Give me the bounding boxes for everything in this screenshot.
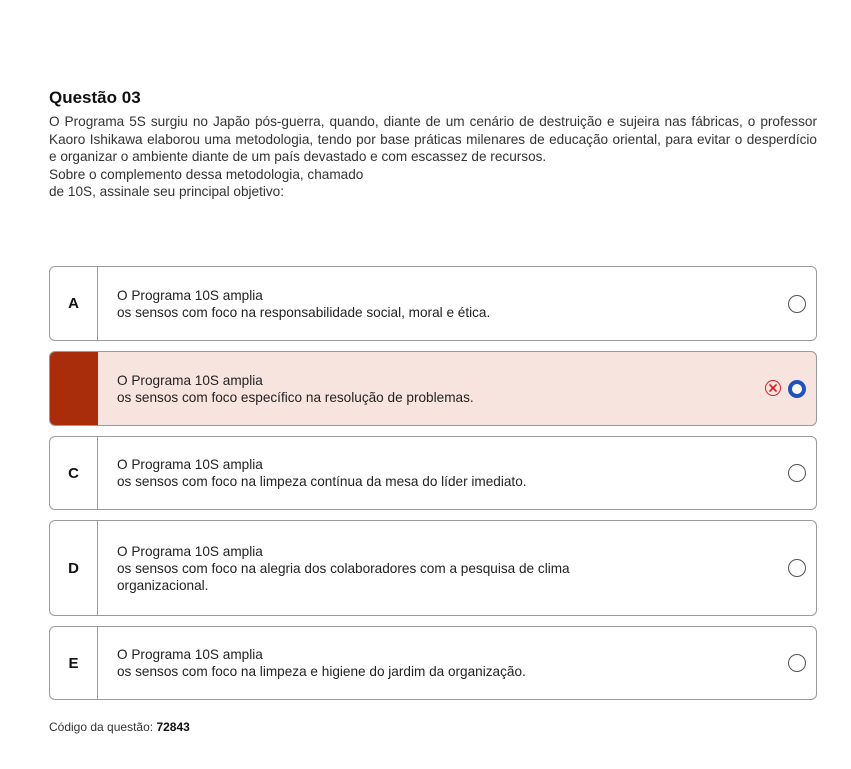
option-text-line1: O Programa 10S amplia	[117, 457, 263, 472]
option-text	[98, 627, 816, 699]
option-text-line1: O Programa 10S amplia	[117, 543, 263, 559]
option-text-line2: os sensos com foco na responsabilidade social, moral e ética.	[117, 304, 491, 320]
radio-icon[interactable]	[788, 559, 806, 577]
option-text-line3: organizacional.	[117, 577, 209, 593]
option-text	[98, 437, 816, 509]
question-title: Questão 03	[49, 88, 141, 107]
question-code	[49, 720, 190, 734]
option-text-line1: O Programa 10S amplia	[117, 647, 263, 662]
option-text-line1: O Programa 10S amplia	[117, 287, 263, 303]
question-code-value: 72843	[156, 720, 190, 734]
option-text-line2: os sensos com foco na alegria dos colaboradores com a pesquisa de clima	[117, 560, 570, 576]
option-text-line2: os sensos com foco na limpeza e higiene do jardim da organização.	[117, 664, 526, 679]
option-text	[98, 267, 816, 340]
option-text-line1: O Programa 10S amplia	[117, 372, 263, 388]
option-letter: B	[50, 352, 98, 425]
option-c[interactable]	[49, 436, 817, 510]
option-letter: E	[50, 627, 98, 699]
option-letter: A	[50, 267, 98, 340]
question-paragraph: O Programa 5S surgiu no Japão pós-guerra, quando, diante de um cenário de destruição e sujeira nas fábricas, o professor Kaoro Ishikawa elaborou uma metodologia, tendo por base práticas milenares de educação oriental, para evitar o desperdício e organizar o ambiente diante de um país devastado e com escassez de recursos.	[49, 114, 817, 164]
option-letter: D	[50, 521, 98, 615]
option-text	[98, 352, 816, 425]
option-text-line2: os sensos com foco na limpeza contínua da mesa do líder imediato.	[117, 474, 527, 489]
question-block	[49, 88, 817, 201]
question-code-label: Código da questão:	[49, 720, 154, 734]
radio-icon[interactable]	[788, 295, 806, 313]
option-text	[98, 521, 816, 615]
question-prompt-line2: de 10S, assinale seu principal objetivo:	[49, 184, 285, 199]
option-d[interactable]	[49, 520, 817, 616]
x-mark-icon	[769, 384, 777, 392]
option-text-line2: os sensos com foco específico na resolução de problemas.	[117, 389, 474, 405]
option-letter: C	[50, 437, 98, 509]
question-body	[49, 113, 817, 201]
radio-selected-icon[interactable]	[788, 380, 806, 398]
radio-icon[interactable]	[788, 464, 806, 482]
x-circle-icon	[765, 380, 781, 396]
radio-icon[interactable]	[788, 654, 806, 672]
option-b[interactable]	[49, 351, 817, 426]
question-prompt-line1: Sobre o complemento dessa metodologia, chamado	[49, 166, 364, 182]
option-a[interactable]	[49, 266, 817, 341]
option-e[interactable]	[49, 626, 817, 700]
answer-options	[49, 266, 817, 710]
